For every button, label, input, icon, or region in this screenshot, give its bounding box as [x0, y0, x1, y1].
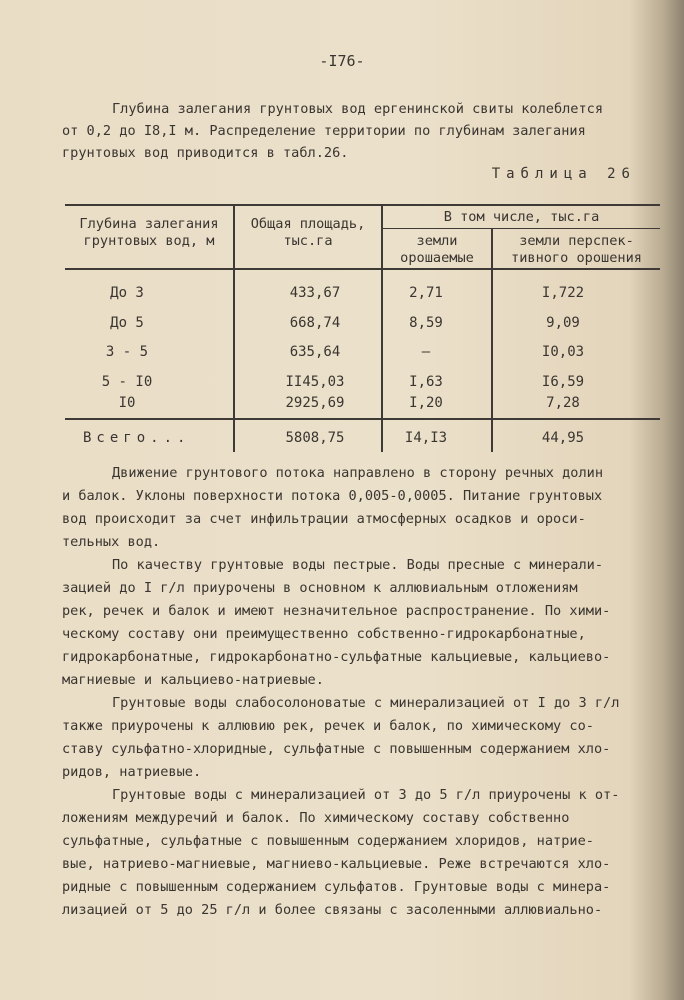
cell-prospective: I,722	[541, 285, 585, 301]
body-line: вод происходит за счет инфильтрации атмосферных осадков и ороси-	[62, 511, 586, 527]
groundwater-depth-table	[65, 204, 660, 452]
body-line: лизацией от 5 до 25 г/л и более связаны с засоленными аллювиально-	[62, 902, 603, 918]
intro-line: от 0,2 до I8,I м. Распределение территории по глубинам залегания	[62, 123, 586, 139]
cell-depth: I0	[118, 395, 136, 411]
body-line: вые, натриево-магниевые, магниево-кальциевые. Реже встречаются хло-	[62, 856, 611, 872]
cell-irrigated: 8,59	[409, 315, 443, 331]
body-line: сульфатные, сульфатные с повышенным содержанием хлоридов, натрие-	[62, 833, 594, 849]
subheader-rule	[383, 228, 660, 229]
cell-prospective: I6,59	[541, 374, 585, 390]
cell-irrigated: I,20	[409, 395, 443, 411]
header-depth-line1: Глубина залегания	[79, 216, 219, 232]
header-prospective-line1: земли перспек-	[519, 233, 634, 249]
header-irrigated-line2: орошаемые	[400, 250, 474, 266]
intro-line: грунтовых вод приводится в табл.26.	[62, 145, 349, 161]
cell-total-prospective: 44,95	[541, 430, 585, 446]
table-caption: Таблица 26	[491, 166, 636, 182]
header-irrigated-line1: земли	[416, 233, 458, 249]
body-line: Движение грунтового потока направлено в сторону речных долин	[112, 465, 604, 481]
cell-total-label: Всего...	[83, 430, 191, 446]
cell-irrigated: 2,71	[409, 285, 443, 301]
body-line: Грунтовые воды с минерализацией от 3 до 5 г/л приурочены к от-	[112, 787, 620, 803]
cell-area: 635,64	[289, 344, 341, 360]
cell-prospective: 9,09	[546, 315, 580, 331]
header-bottom-rule	[65, 268, 660, 270]
cell-irrigated: I,63	[409, 374, 443, 390]
cell-total-area: 5808,75	[285, 430, 345, 446]
body-line: ридов, натриевые.	[62, 764, 202, 780]
body-line: ческому составу они преимущественно собственно-гидрокарбонатные,	[62, 626, 586, 642]
body-line: Грунтовые воды слабосолоноватые с минерализацией от I до 3 г/л	[112, 695, 620, 711]
header-irrigated	[383, 233, 491, 267]
cell-area: II45,03	[285, 374, 345, 390]
cell-area: 433,67	[289, 285, 341, 301]
table-top-rule	[65, 204, 660, 206]
body-line: и балок. Уклоны поверхности потока 0,005-0,0005. Питание грунтовых	[62, 488, 603, 504]
cell-depth: 5 - I0	[101, 374, 153, 390]
header-including: В том числе, тыс.га	[443, 209, 600, 225]
body-line: также приурочены к аллювию рек, речек и балок, по химическому со-	[62, 718, 594, 734]
cell-area: 668,74	[289, 315, 341, 331]
body-line: ставу сульфатно-хлоридные, сульфатные с повышенным содержанием хло-	[62, 741, 611, 757]
page-number: -I76-	[319, 52, 365, 70]
total-top-rule	[65, 418, 660, 420]
body-line: По качеству грунтовые воды пестрые. Воды пресные с минерали-	[112, 557, 604, 573]
header-depth	[65, 216, 233, 250]
intro-line: Глубина залегания грунтовых вод ергенинской свиты колеблется	[112, 101, 604, 117]
cell-irrigated: –	[421, 344, 431, 360]
body-line: тельных вод.	[62, 534, 161, 550]
body-line: ридные с повышенным содержанием сульфатов. Грунтовые воды с минера-	[62, 879, 611, 895]
body-line: магниевые и кальциево-натриевые.	[62, 672, 324, 688]
body-line: зацией до I г/л приурочены в основном к аллювиальным отложениям	[62, 580, 578, 596]
header-area	[235, 216, 381, 250]
cell-depth: До 5	[110, 315, 144, 331]
body-line: гидрокарбонатные, гидрокарбонатно-сульфатные кальциевые, кальциево-	[62, 649, 611, 665]
cell-prospective: 7,28	[546, 395, 580, 411]
cell-area: 2925,69	[285, 395, 345, 411]
cell-total-irrigated: I4,I3	[404, 430, 448, 446]
body-line: ложениям междуречий и балок. По химическому составу собственно	[62, 810, 570, 826]
cell-depth: До 3	[110, 285, 144, 301]
body-line: рек, речек и балок и имеют незначительное распространение. По хими-	[62, 603, 611, 619]
header-depth-line2: грунтовых вод, м	[83, 233, 215, 249]
header-prospective-line2: тивного орошения	[511, 250, 642, 266]
header-prospective	[493, 233, 660, 267]
header-area-line2: тыс.га	[283, 233, 333, 249]
header-area-line1: Общая площадь,	[250, 216, 366, 232]
cell-depth: 3 - 5	[105, 344, 149, 360]
cell-prospective: I0,03	[541, 344, 585, 360]
